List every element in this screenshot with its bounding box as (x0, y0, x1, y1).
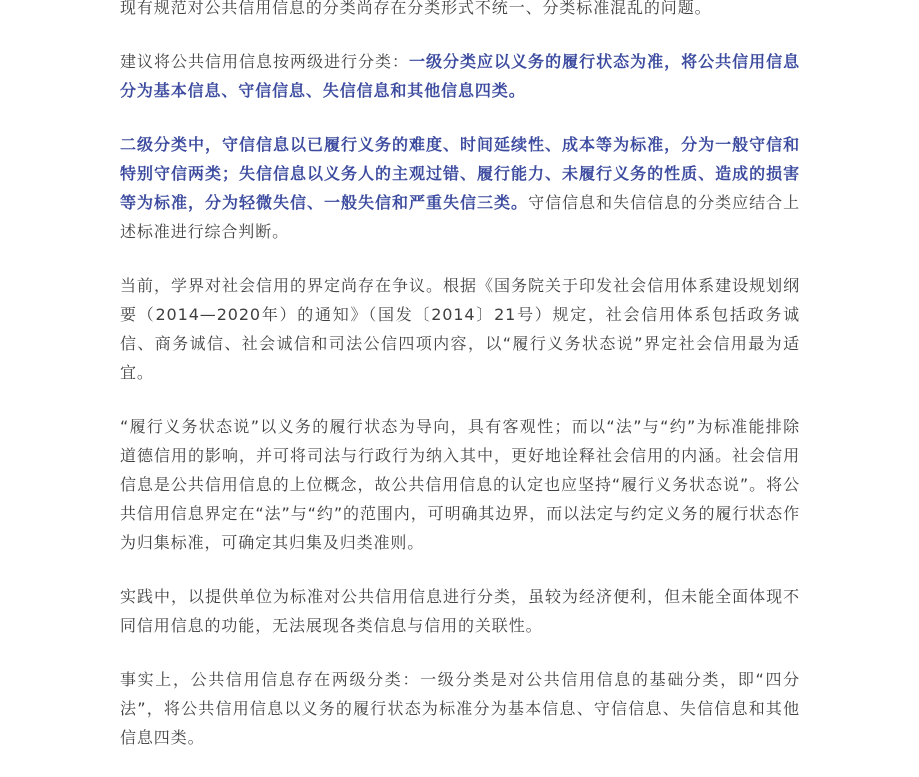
paragraph-social-credit-definition (120, 271, 800, 387)
article-body (120, 0, 800, 777)
paragraph-text: 实践中，以提供单位为标准对公共信用信息进行分类，虽较为经济便利，但未能全面体现不同信用信息的功能，无法展现各类信息与信用的关联性。 (120, 587, 800, 635)
paragraph-text: 建议将公共信用信息按两级进行分类： (120, 52, 410, 71)
paragraph-fact-two-levels (120, 665, 800, 752)
paragraph-text: 当前，学界对社会信用的界定尚存在争议。根据《国务院关于印发社会信用体系建设规划纲要（2014—2020年）的通知》（国发〔2014〕21号）规定，社会信用体系包括政务诚信、商务诚信、社会诚信和司法公信四项内容，以“履行义务状态说”界定社会信用最为适宜。 (120, 276, 800, 382)
paragraph-classification-problem (120, 0, 800, 22)
highlighted-text: 二级分类中，守信信息以已履行义务的难度、时间延续性、成本等为标准，分为一般守信和特别守信两类；失信信息以义务人的主观过错、履行能力、未履行义务的性质、造成的损害等为标准，分为轻微失信、一般失信和严重失信三类。 (120, 135, 800, 212)
highlighted-text: 一级分类应以义务的履行状态为准，将公共信用信息分为基本信息、守信信息、失信信息和其他信息四类。 (120, 52, 800, 100)
paragraph-text: 事实上，公共信用信息存在两级分类：一级分类是对公共信用信息的基础分类，即“四分法”，将公共信用信息以义务的履行状态为标准分为基本信息、守信信息、失信信息和其他信息四类。 (120, 670, 800, 747)
paragraph-text: “履行义务状态说”以义务的履行状态为导向，具有客观性；而以“法”与“约”为标准能排除道德信用的影响，并可将司法与行政行为纳入其中，更好地诠释社会信用的内涵。社会信用信息是公共信用信息的上位概念，故公共信用信息的认定也应坚持“履行义务状态说”。将公共信用信息界定在“法”与“约”的范围内，可明确其边界，而以法定与约定义务的履行状态作为归集标准，可确定其归集及归类准则。 (120, 417, 800, 552)
paragraph-two-level-proposal (120, 47, 800, 105)
paragraph-text: 守信信息和失信信息的分类应结合上述标准进行综合判断。 (120, 193, 800, 241)
paragraph-second-level-classification (120, 130, 800, 246)
paragraph-practice (120, 582, 800, 640)
paragraph-text: 现有规范对公共信用信息的分类尚存在分类形式不统一、分类标准混乱的问题。 (120, 0, 712, 17)
paragraph-obligation-status-theory (120, 412, 800, 557)
